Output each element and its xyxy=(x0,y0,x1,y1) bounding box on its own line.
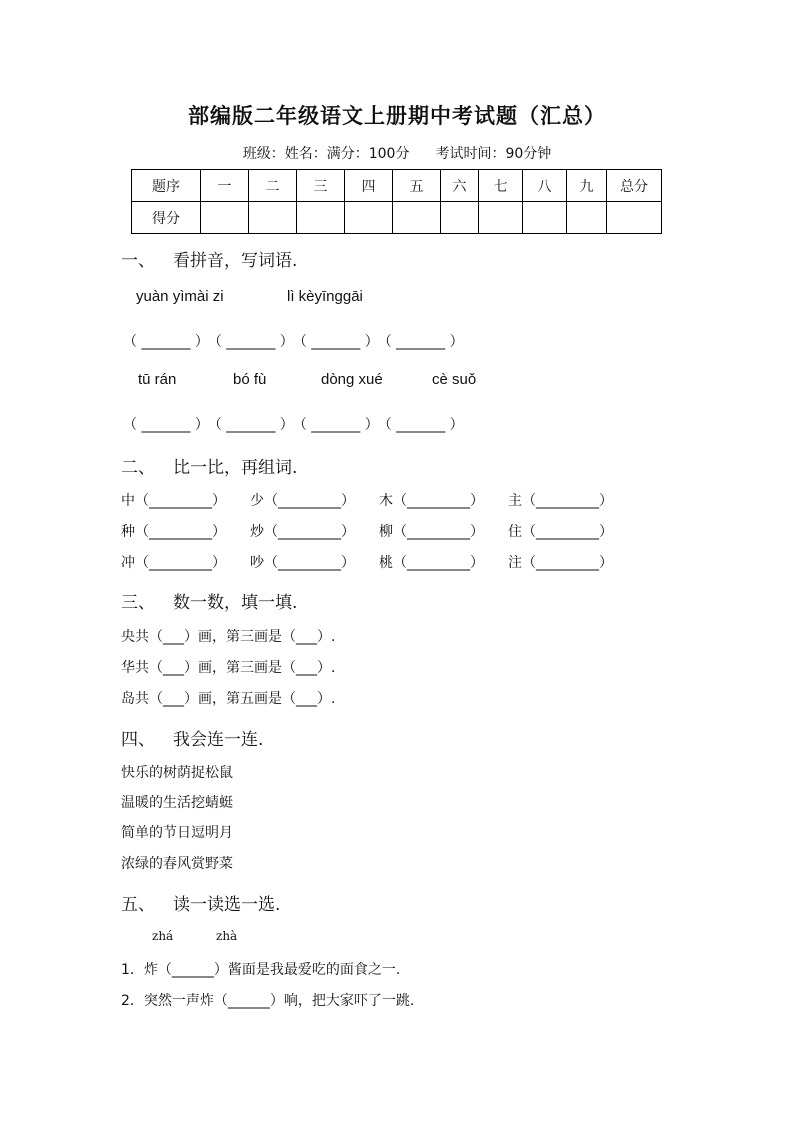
section-4-heading: 我会连一连. xyxy=(173,730,264,750)
word-item[interactable]: 木（_________） xyxy=(379,493,484,509)
answer-blank[interactable]: （ _______ ） xyxy=(123,334,209,350)
pinyin-item: lì kèyīnggāi xyxy=(287,288,363,305)
answer-blank[interactable]: （ _______ ） xyxy=(299,417,379,433)
score-cell[interactable] xyxy=(201,202,249,234)
section-3-number: 三、 xyxy=(121,593,155,613)
section-4-number: 四、 xyxy=(121,730,155,750)
word-row xyxy=(121,521,637,541)
score-header-cell: 九 xyxy=(567,170,607,202)
score-header-cell: 七 xyxy=(479,170,523,202)
answer-blank[interactable]: （ _______ ） xyxy=(384,417,464,433)
blank-row xyxy=(123,414,470,434)
score-cell[interactable] xyxy=(249,202,297,234)
word-row xyxy=(121,552,637,572)
word-item[interactable]: 主（_________） xyxy=(508,493,613,509)
answer-blank[interactable]: （ _______ ） xyxy=(214,334,294,350)
score-header-cell: 二 xyxy=(249,170,297,202)
score-cell[interactable] xyxy=(523,202,567,234)
score-header-cell: 三 xyxy=(297,170,345,202)
section-5-number: 五、 xyxy=(121,895,155,915)
word-item[interactable]: 中（_________） xyxy=(121,493,226,509)
word-item[interactable]: 注（_________） xyxy=(508,555,613,571)
answer-blank[interactable]: （ _______ ） xyxy=(214,417,294,433)
section-3-title xyxy=(121,588,297,613)
stroke-question[interactable]: 央共（___）画，第三画是（___）. xyxy=(121,629,336,645)
section-2-title xyxy=(121,453,297,478)
pinyin-item: dòng xué xyxy=(321,371,383,388)
pinyin-item: tū rán xyxy=(138,371,177,388)
pinyin-option: zhá xyxy=(152,929,174,943)
match-item[interactable]: 快乐的树荫捉松鼠 xyxy=(121,765,233,781)
section-5-title xyxy=(121,890,280,915)
score-header-cell: 八 xyxy=(523,170,567,202)
score-table-score-row xyxy=(132,202,662,234)
answer-blank[interactable]: （ _______ ） xyxy=(123,417,209,433)
score-table-header-row xyxy=(132,170,662,202)
word-item[interactable]: 桃（_________） xyxy=(379,555,484,571)
exam-info-left: 班级：姓名：满分：100分 xyxy=(242,146,410,162)
section-1-heading: 看拼音，写词语. xyxy=(173,251,298,271)
score-header-cell: 六 xyxy=(441,170,479,202)
pinyin-option: zhà xyxy=(216,929,238,943)
word-row xyxy=(121,490,637,510)
score-cell[interactable] xyxy=(345,202,393,234)
pinyin-item: yuàn yìmài zi xyxy=(136,288,224,305)
score-row-label: 得分 xyxy=(132,202,201,234)
section-1-number: 一、 xyxy=(121,251,155,271)
score-header-cell: 一 xyxy=(201,170,249,202)
stroke-question[interactable]: 岛共（___）画，第五画是（___）. xyxy=(121,691,336,707)
pinyin-item: bó fù xyxy=(233,371,267,388)
score-cell[interactable] xyxy=(441,202,479,234)
section-3-heading: 数一数，填一填. xyxy=(173,593,298,613)
answer-blank[interactable]: （ _______ ） xyxy=(299,334,379,350)
exam-info xyxy=(0,143,794,163)
score-header-cell: 题序 xyxy=(132,170,201,202)
section-5-heading: 读一读选一选. xyxy=(173,895,281,915)
word-item[interactable]: 柳（_________） xyxy=(379,524,484,540)
choice-question[interactable]: 1．炸（______）酱面是我最爱吃的面食之一. xyxy=(121,962,401,978)
score-cell[interactable] xyxy=(607,202,662,234)
section-2-heading: 比一比，再组词. xyxy=(173,458,298,478)
word-item[interactable]: 炒（_________） xyxy=(250,524,355,540)
match-item[interactable]: 浓绿的春风赏野菜 xyxy=(121,856,233,872)
exam-info-right: 考试时间：90分钟 xyxy=(435,146,552,162)
answer-blank[interactable]: （ _______ ） xyxy=(384,334,464,350)
match-item[interactable]: 简单的节日逗明月 xyxy=(121,825,233,841)
score-table xyxy=(131,169,662,234)
word-item[interactable]: 种（_________） xyxy=(121,524,226,540)
pinyin-item: cè suǒ xyxy=(432,371,477,388)
section-4-title xyxy=(121,725,263,750)
score-cell[interactable] xyxy=(567,202,607,234)
word-item[interactable]: 住（_________） xyxy=(508,524,613,540)
page-title: 部编版二年级语文上册期中考试题（汇总） xyxy=(188,103,606,128)
score-cell[interactable] xyxy=(393,202,441,234)
score-header-cell: 总分 xyxy=(607,170,662,202)
stroke-question[interactable]: 华共（___）画，第三画是（___）. xyxy=(121,660,336,676)
word-item[interactable]: 冲（_________） xyxy=(121,555,226,571)
section-2-number: 二、 xyxy=(121,458,155,478)
match-item[interactable]: 温暖的生活挖蜻蜓 xyxy=(121,795,233,811)
score-cell[interactable] xyxy=(479,202,523,234)
section-1-title xyxy=(121,246,297,271)
score-header-cell: 四 xyxy=(345,170,393,202)
score-header-cell: 五 xyxy=(393,170,441,202)
blank-row xyxy=(123,331,470,351)
word-item[interactable]: 吵（_________） xyxy=(250,555,355,571)
score-cell[interactable] xyxy=(297,202,345,234)
word-item[interactable]: 少（_________） xyxy=(250,493,355,509)
choice-question[interactable]: 2．突然一声炸（______）响，把大家吓了一跳. xyxy=(121,993,415,1009)
